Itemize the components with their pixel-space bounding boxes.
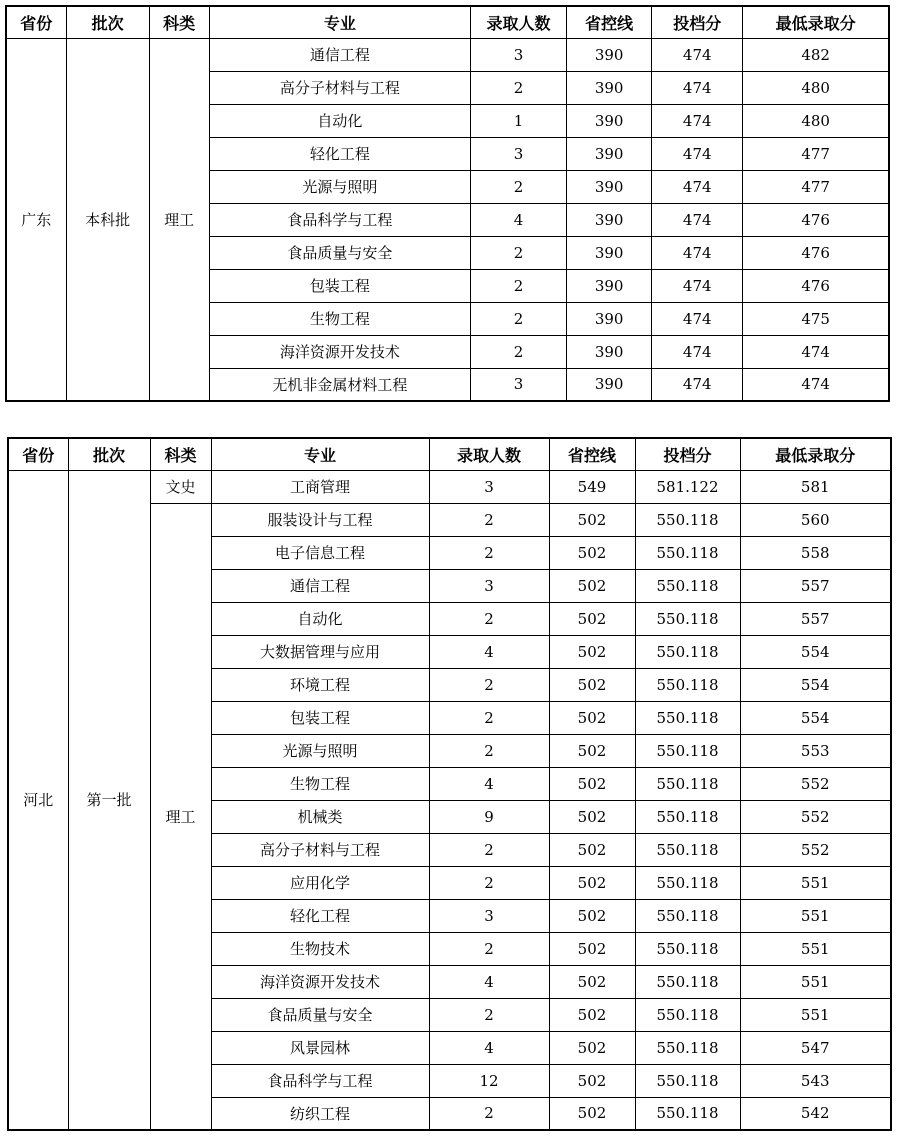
- min-score-cell: 475: [743, 302, 889, 335]
- min-score-cell: 474: [743, 335, 889, 368]
- control-line-cell: 390: [567, 335, 652, 368]
- admitted-count-cell: 3: [471, 137, 567, 170]
- major-cell: 食品科学与工程: [211, 1064, 429, 1097]
- table-header-row: [6, 6, 889, 38]
- min-score-cell: 474: [743, 368, 889, 401]
- admitted-count-cell: 2: [429, 833, 549, 866]
- header-filing-score: 投档分: [635, 438, 740, 470]
- min-score-cell: 552: [740, 833, 891, 866]
- control-line-cell: 502: [549, 536, 635, 569]
- header-filing-score: 投档分: [652, 6, 743, 38]
- control-line-cell: 502: [549, 734, 635, 767]
- filing-score-cell: 550.118: [635, 635, 740, 668]
- filing-score-cell: 474: [652, 104, 743, 137]
- min-score-cell: 554: [740, 668, 891, 701]
- min-score-cell: 543: [740, 1064, 891, 1097]
- control-line-cell: 390: [567, 170, 652, 203]
- control-line-cell: 390: [567, 203, 652, 236]
- header-category: 科类: [149, 6, 209, 38]
- header-admitted: 录取人数: [429, 438, 549, 470]
- admitted-count-cell: 4: [429, 767, 549, 800]
- min-score-cell: 476: [743, 203, 889, 236]
- header-province: 省份: [6, 6, 66, 38]
- major-cell: 食品科学与工程: [209, 203, 470, 236]
- control-line-cell: 390: [567, 104, 652, 137]
- category-cell-arts: 文史: [150, 470, 211, 503]
- control-line-cell: 502: [549, 701, 635, 734]
- min-score-cell: 551: [740, 899, 891, 932]
- admitted-count-cell: 2: [471, 170, 567, 203]
- major-cell: 高分子材料与工程: [211, 833, 429, 866]
- admitted-count-cell: 2: [471, 335, 567, 368]
- header-admitted: 录取人数: [471, 6, 567, 38]
- filing-score-cell: 474: [652, 335, 743, 368]
- major-cell: 光源与照明: [211, 734, 429, 767]
- major-cell: 生物工程: [211, 767, 429, 800]
- major-cell: 纺织工程: [211, 1097, 429, 1130]
- table-header-row: [8, 438, 891, 470]
- hebei-table-body: [8, 438, 891, 1130]
- min-score-cell: 552: [740, 800, 891, 833]
- control-line-cell: 502: [549, 866, 635, 899]
- major-cell: 大数据管理与应用: [211, 635, 429, 668]
- min-score-cell: 480: [743, 71, 889, 104]
- control-line-cell: 390: [567, 71, 652, 104]
- control-line-cell: 502: [549, 569, 635, 602]
- admitted-count-cell: 1: [471, 104, 567, 137]
- guangdong-admission-table: [5, 5, 890, 402]
- min-score-cell: 551: [740, 866, 891, 899]
- major-cell: 自动化: [209, 104, 470, 137]
- admitted-count-cell: 3: [471, 38, 567, 71]
- major-cell: 包装工程: [211, 701, 429, 734]
- min-score-cell: 542: [740, 1097, 891, 1130]
- filing-score-cell: 581.122: [635, 470, 740, 503]
- control-line-cell: 390: [567, 302, 652, 335]
- admitted-count-cell: 4: [429, 965, 549, 998]
- filing-score-cell: 550.118: [635, 998, 740, 1031]
- guangdong-table-body: [6, 6, 889, 401]
- major-cell: 自动化: [211, 602, 429, 635]
- header-min-score: 最低录取分: [743, 6, 889, 38]
- min-score-cell: 476: [743, 269, 889, 302]
- control-line-cell: 502: [549, 965, 635, 998]
- min-score-cell: 551: [740, 932, 891, 965]
- province-cell: 河北: [8, 470, 68, 1130]
- admitted-count-cell: 4: [429, 1031, 549, 1064]
- control-line-cell: 502: [549, 800, 635, 833]
- header-major: 专业: [211, 438, 429, 470]
- filing-score-cell: 550.118: [635, 1031, 740, 1064]
- major-cell: 生物技术: [211, 932, 429, 965]
- header-min-score: 最低录取分: [740, 438, 891, 470]
- admitted-count-cell: 2: [429, 932, 549, 965]
- filing-score-cell: 550.118: [635, 536, 740, 569]
- filing-score-cell: 550.118: [635, 767, 740, 800]
- control-line-cell: 502: [549, 1031, 635, 1064]
- admitted-count-cell: 3: [471, 368, 567, 401]
- control-line-cell: 502: [549, 668, 635, 701]
- admitted-count-cell: 2: [429, 734, 549, 767]
- filing-score-cell: 474: [652, 38, 743, 71]
- major-cell: 工商管理: [211, 470, 429, 503]
- major-cell: 生物工程: [209, 302, 470, 335]
- table-row: [6, 38, 889, 71]
- hebei-admission-table: [7, 437, 892, 1131]
- admitted-count-cell: 4: [471, 203, 567, 236]
- major-cell: 环境工程: [211, 668, 429, 701]
- major-cell: 通信工程: [211, 569, 429, 602]
- min-score-cell: 551: [740, 998, 891, 1031]
- filing-score-cell: 550.118: [635, 800, 740, 833]
- control-line-cell: 502: [549, 767, 635, 800]
- control-line-cell: 502: [549, 635, 635, 668]
- admitted-count-cell: 2: [429, 866, 549, 899]
- header-major: 专业: [209, 6, 470, 38]
- control-line-cell: 390: [567, 269, 652, 302]
- filing-score-cell: 474: [652, 236, 743, 269]
- admitted-count-cell: 4: [429, 635, 549, 668]
- admitted-count-cell: 2: [429, 1097, 549, 1130]
- min-score-cell: 581: [740, 470, 891, 503]
- filing-score-cell: 550.118: [635, 833, 740, 866]
- control-line-cell: 390: [567, 236, 652, 269]
- admitted-count-cell: 3: [429, 569, 549, 602]
- admitted-count-cell: 2: [429, 602, 549, 635]
- batch-cell: 本科批: [66, 38, 149, 401]
- control-line-cell: 502: [549, 1064, 635, 1097]
- major-cell: 高分子材料与工程: [209, 71, 470, 104]
- admitted-count-cell: 9: [429, 800, 549, 833]
- control-line-cell: 390: [567, 368, 652, 401]
- min-score-cell: 554: [740, 635, 891, 668]
- filing-score-cell: 550.118: [635, 602, 740, 635]
- major-cell: 轻化工程: [209, 137, 470, 170]
- major-cell: 包装工程: [209, 269, 470, 302]
- category-cell: 理工: [149, 38, 209, 401]
- filing-score-cell: 474: [652, 302, 743, 335]
- min-score-cell: 547: [740, 1031, 891, 1064]
- min-score-cell: 482: [743, 38, 889, 71]
- header-batch: 批次: [68, 438, 150, 470]
- filing-score-cell: 474: [652, 170, 743, 203]
- control-line-cell: 549: [549, 470, 635, 503]
- admitted-count-cell: 3: [429, 899, 549, 932]
- province-cell: 广东: [6, 38, 66, 401]
- major-cell: 机械类: [211, 800, 429, 833]
- control-line-cell: 502: [549, 899, 635, 932]
- min-score-cell: 477: [743, 137, 889, 170]
- header-batch: 批次: [66, 6, 149, 38]
- control-line-cell: 390: [567, 38, 652, 71]
- filing-score-cell: 474: [652, 269, 743, 302]
- filing-score-cell: 550.118: [635, 1064, 740, 1097]
- min-score-cell: 551: [740, 965, 891, 998]
- admitted-count-cell: 2: [471, 71, 567, 104]
- major-cell: 电子信息工程: [211, 536, 429, 569]
- control-line-cell: 502: [549, 1097, 635, 1130]
- major-cell: 应用化学: [211, 866, 429, 899]
- table-row: [8, 470, 891, 503]
- min-score-cell: 558: [740, 536, 891, 569]
- min-score-cell: 552: [740, 767, 891, 800]
- filing-score-cell: 550.118: [635, 932, 740, 965]
- major-cell: 海洋资源开发技术: [211, 965, 429, 998]
- admitted-count-cell: 2: [471, 302, 567, 335]
- min-score-cell: 553: [740, 734, 891, 767]
- admitted-count-cell: 2: [471, 236, 567, 269]
- major-cell: 海洋资源开发技术: [209, 335, 470, 368]
- filing-score-cell: 550.118: [635, 569, 740, 602]
- filing-score-cell: 550.118: [635, 1097, 740, 1130]
- major-cell: 无机非金属材料工程: [209, 368, 470, 401]
- min-score-cell: 560: [740, 503, 891, 536]
- filing-score-cell: 550.118: [635, 668, 740, 701]
- admitted-count-cell: 2: [429, 998, 549, 1031]
- major-cell: 食品质量与安全: [209, 236, 470, 269]
- header-control-line: 省控线: [567, 6, 652, 38]
- header-category: 科类: [150, 438, 211, 470]
- filing-score-cell: 474: [652, 203, 743, 236]
- major-cell: 食品质量与安全: [211, 998, 429, 1031]
- admitted-count-cell: 2: [429, 701, 549, 734]
- filing-score-cell: 474: [652, 368, 743, 401]
- control-line-cell: 502: [549, 833, 635, 866]
- admitted-count-cell: 2: [471, 269, 567, 302]
- filing-score-cell: 474: [652, 137, 743, 170]
- control-line-cell: 502: [549, 503, 635, 536]
- control-line-cell: 390: [567, 137, 652, 170]
- admitted-count-cell: 12: [429, 1064, 549, 1097]
- admitted-count-cell: 2: [429, 668, 549, 701]
- control-line-cell: 502: [549, 932, 635, 965]
- batch-cell: 第一批: [68, 470, 150, 1130]
- major-cell: 风景园林: [211, 1031, 429, 1064]
- major-cell: 服装设计与工程: [211, 503, 429, 536]
- header-province: 省份: [8, 438, 68, 470]
- min-score-cell: 557: [740, 569, 891, 602]
- control-line-cell: 502: [549, 602, 635, 635]
- filing-score-cell: 550.118: [635, 866, 740, 899]
- filing-score-cell: 550.118: [635, 965, 740, 998]
- major-cell: 轻化工程: [211, 899, 429, 932]
- filing-score-cell: 550.118: [635, 503, 740, 536]
- min-score-cell: 476: [743, 236, 889, 269]
- filing-score-cell: 474: [652, 71, 743, 104]
- min-score-cell: 480: [743, 104, 889, 137]
- filing-score-cell: 550.118: [635, 734, 740, 767]
- admitted-count-cell: 2: [429, 536, 549, 569]
- filing-score-cell: 550.118: [635, 701, 740, 734]
- admitted-count-cell: 3: [429, 470, 549, 503]
- filing-score-cell: 550.118: [635, 899, 740, 932]
- major-cell: 光源与照明: [209, 170, 470, 203]
- min-score-cell: 477: [743, 170, 889, 203]
- min-score-cell: 554: [740, 701, 891, 734]
- category-cell-science: 理工: [150, 503, 211, 1130]
- header-control-line: 省控线: [549, 438, 635, 470]
- control-line-cell: 502: [549, 998, 635, 1031]
- min-score-cell: 557: [740, 602, 891, 635]
- major-cell: 通信工程: [209, 38, 470, 71]
- admitted-count-cell: 2: [429, 503, 549, 536]
